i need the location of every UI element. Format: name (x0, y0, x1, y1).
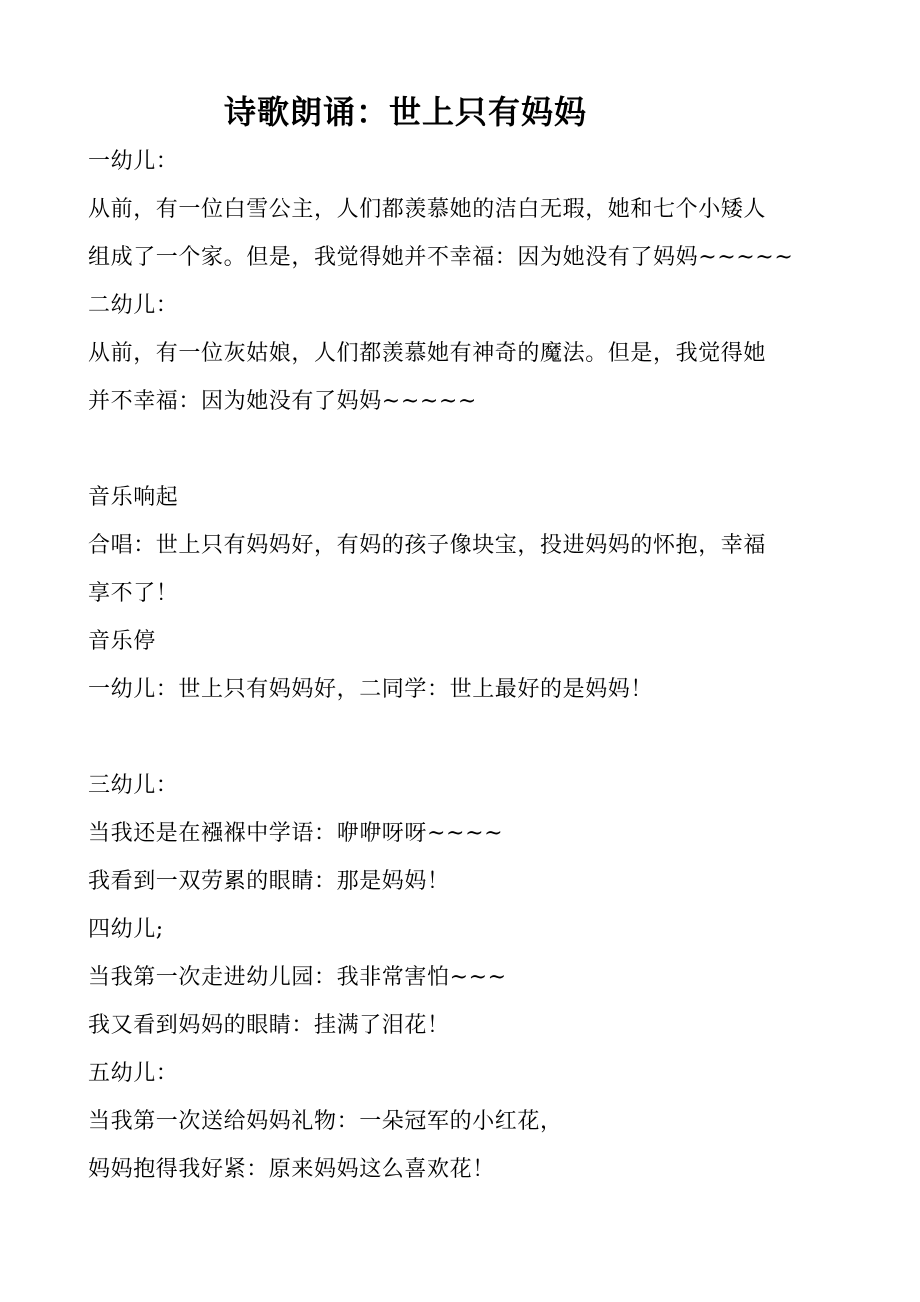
poem-line: 音乐停 (88, 629, 156, 654)
poem-line: 我看到一双劳累的眼睛：那是妈妈！ (88, 869, 450, 894)
poem-line: 享不了！ (88, 581, 179, 606)
poem-line: 四幼儿; (88, 917, 164, 942)
poem-line: 我又看到妈妈的眼睛：挂满了泪花！ (88, 1013, 450, 1038)
blank-line (88, 714, 838, 762)
poem-line: 一幼儿：世上只有妈妈好，二同学：世上最好的是妈妈！ (88, 677, 654, 702)
poem-line: 组成了一个家。但是，我觉得她并不幸福：因为她没有了妈妈~~~~~ (88, 245, 794, 270)
blank-line (88, 426, 838, 474)
poem-line: 五幼儿： (88, 1061, 179, 1086)
poem-line: 二幼儿： (88, 293, 179, 318)
poem-line: 当我还是在襁褓中学语：咿咿呀呀~~~~ (88, 821, 504, 846)
poem-line: 当我第一次送给妈妈礼物：一朵冠军的小红花， (88, 1109, 563, 1134)
poem-line: 一幼儿： (88, 149, 179, 174)
poem-body (88, 138, 838, 1194)
poem-line: 妈妈抱得我好紧：原来妈妈这么喜欢花！ (88, 1157, 495, 1182)
poem-line: 合唱：世上只有妈妈好，有妈的孩子像块宝，投进妈妈的怀抱，幸福 (88, 533, 767, 558)
poem-line: 当我第一次走进幼儿园：我非常害怕~~~ (88, 965, 507, 990)
poem-title: 诗歌朗诵：世上只有妈妈 (224, 93, 588, 131)
poem-line: 音乐响起 (88, 485, 179, 510)
poem-line: 从前，有一位灰姑娘，人们都羡慕她有神奇的魔法。但是，我觉得她 (88, 341, 767, 366)
poem-line: 从前，有一位白雪公主，人们都羡慕她的洁白无瑕，她和七个小矮人 (88, 197, 767, 222)
poem-line: 并不幸福：因为她没有了妈妈~~~~~ (88, 389, 477, 414)
poem-line: 三幼儿： (88, 773, 179, 798)
